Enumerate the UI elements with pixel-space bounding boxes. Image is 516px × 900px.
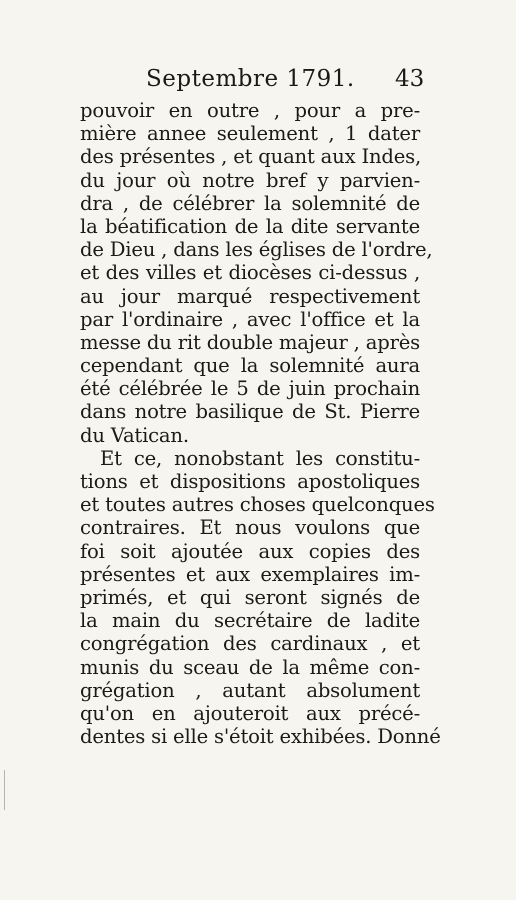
page-header bbox=[0, 66, 516, 94]
text-line: grégation , autant absolument bbox=[80, 678, 420, 702]
running-head: Septembre 1791. bbox=[146, 66, 355, 92]
text-line: au jour marqué respectivement bbox=[80, 284, 420, 308]
text-line: munis du sceau de la même con- bbox=[80, 655, 420, 679]
text-line: par l'ordinaire , avec l'office et la bbox=[80, 307, 420, 331]
gutter-mark bbox=[4, 770, 5, 810]
text-line: été célébrée le 5 de juin prochain bbox=[80, 377, 420, 401]
text-line: des présentes , et quant aux Indes, bbox=[80, 145, 422, 169]
page-number: 43 bbox=[395, 66, 425, 92]
paragraph-end-line: du Vatican. bbox=[80, 423, 189, 447]
text-line: cependant que la solemnité aura bbox=[80, 354, 420, 378]
text-line: et des villes et diocèses ci-dessus , bbox=[80, 261, 420, 285]
text-line: foi soit ajoutée aux copies des bbox=[80, 539, 420, 563]
text-line: pouvoir en outre , pour a pre- bbox=[80, 99, 420, 122]
text-line: présentes et aux exemplaires im- bbox=[80, 562, 420, 586]
text-line: la main du secrétaire de ladite bbox=[80, 609, 420, 633]
text-line: et toutes autres choses quelconques bbox=[80, 493, 435, 517]
text-line: dentes si elle s'étoit exhibées. Donné bbox=[80, 725, 441, 749]
text-line: primés, et qui seront signés de bbox=[80, 585, 420, 609]
text-line: messe du rit double majeur , après bbox=[80, 330, 420, 354]
body-text bbox=[80, 99, 441, 749]
text-line: dra , de célébrer la solemnité de bbox=[80, 191, 420, 215]
text-line: tions et dispositions apostoliques bbox=[80, 470, 420, 493]
text-line: contraires. Et nous voulons que bbox=[80, 516, 420, 540]
text-line: congrégation des cardinaux , et bbox=[80, 632, 420, 656]
text-line: dans notre basilique de St. Pierre bbox=[80, 400, 420, 424]
text-line: qu'on en ajouteroit aux précé- bbox=[80, 701, 420, 725]
text-line: la béatification de la dite servante bbox=[80, 214, 420, 238]
text-line: mière annee seulement , 1 dater bbox=[80, 122, 420, 146]
text-line: de Dieu , dans les églises de l'ordre, bbox=[80, 238, 433, 262]
paragraph-start-line: Et ce, nonobstant les constitu- bbox=[100, 446, 420, 470]
text-line: du jour où notre bref y parvien- bbox=[80, 168, 420, 192]
